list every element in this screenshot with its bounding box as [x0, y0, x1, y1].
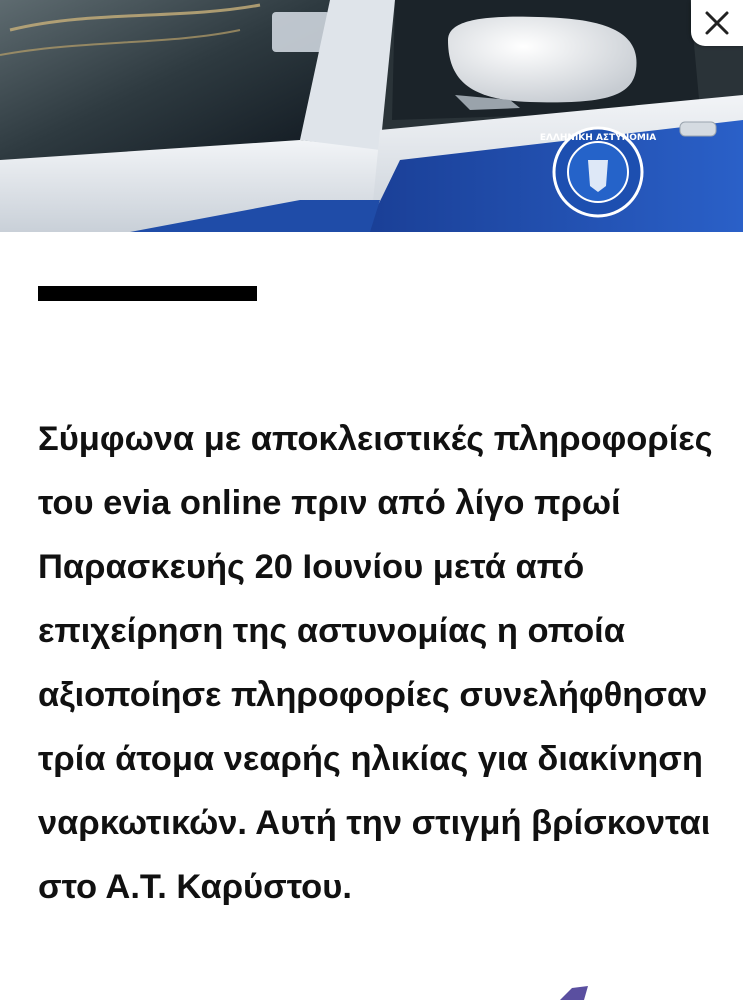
hero-image	[0, 0, 743, 232]
close-icon	[704, 10, 730, 36]
article-divider	[38, 286, 257, 301]
next-image-fragment	[540, 982, 600, 1000]
emblem-text: ΕΛΛΗΝΙΚΗ ΑΣΤΥΝΟΜΙΑ	[539, 133, 657, 143]
close-button[interactable]	[691, 0, 743, 46]
article-body: Σύμφωνα με αποκλειστικές πληροφορίες του evia online πριν από λίγο πρωί Παρασκευής 20 Ιουνίου μετά από επιχείρηση της αστυνομίας η οποία αξιοποίησε πληροφορίες συνελήφθησαν τρία άτομα νεαρής ηλικίας για διακίνηση ναρκωτικών. Αυτή την στιγμή βρίσκονται στο Α.Τ. Καρύστου.	[38, 420, 713, 906]
